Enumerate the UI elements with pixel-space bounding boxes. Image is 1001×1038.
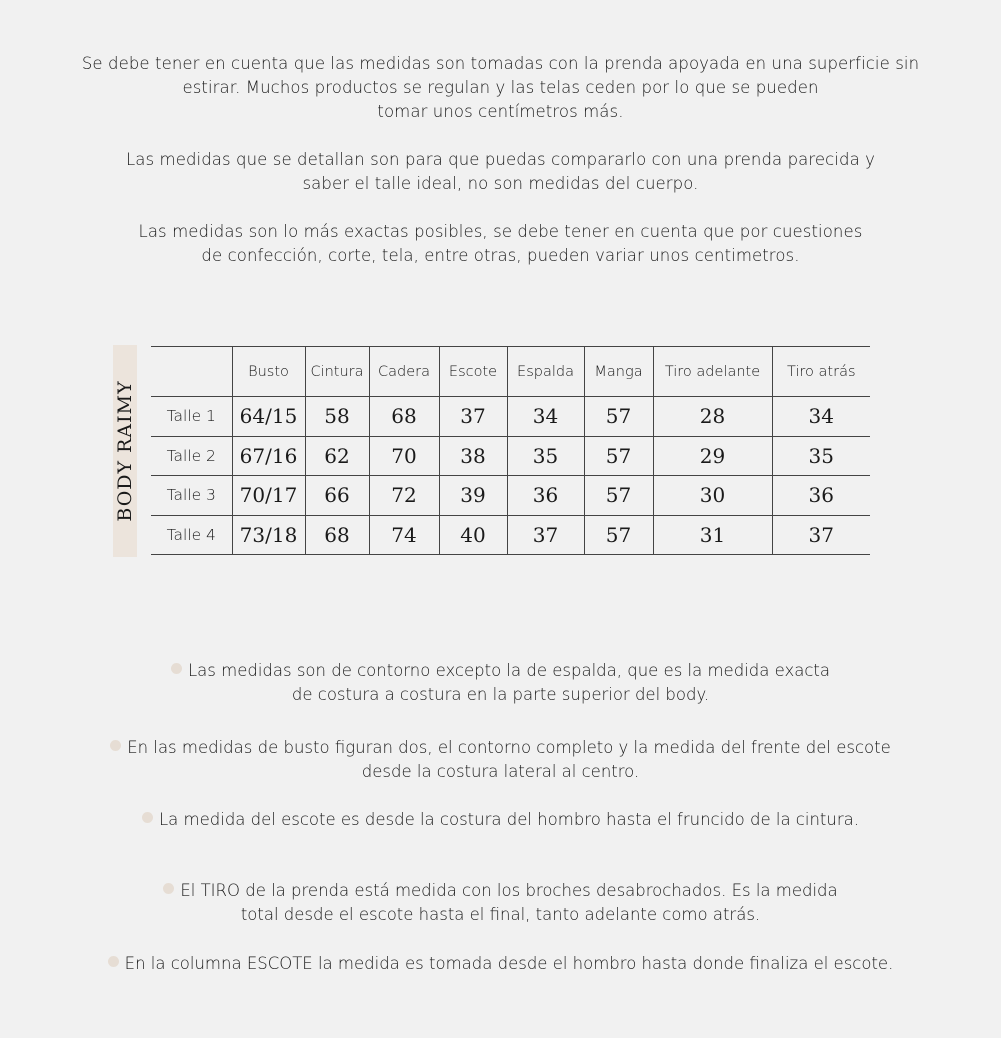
table-cell: 39 bbox=[439, 476, 507, 516]
table-cell: 38 bbox=[439, 436, 507, 476]
note-line: total desde el escote hasta el final, tanto adelante como atrás. bbox=[240, 905, 761, 924]
table-cell: 29 bbox=[653, 436, 772, 476]
table-cell: 68 bbox=[369, 397, 439, 437]
table-cell: 57 bbox=[584, 515, 653, 555]
size-label-cell: Talle 3 bbox=[166, 486, 216, 505]
note-item bbox=[0, 808, 1001, 832]
table-cell: 57 bbox=[584, 436, 653, 476]
note-text: En las medidas de busto figuran dos, el contorno completo y la medida del frente del escote bbox=[127, 738, 891, 757]
bullet-dot-icon bbox=[108, 956, 119, 967]
intro-line: saber el talle ideal, no son medidas del cuerpo. bbox=[302, 174, 699, 193]
table-cell: 31 bbox=[653, 515, 772, 555]
table-cell: 37 bbox=[507, 515, 584, 555]
table-cell: 34 bbox=[507, 397, 584, 437]
intro-paragraph-1 bbox=[0, 52, 1001, 124]
size-label-cell: Talle 4 bbox=[166, 525, 216, 544]
table-cell: 57 bbox=[584, 397, 653, 437]
header-cell: Manga bbox=[584, 347, 653, 397]
table-cell: 28 bbox=[653, 397, 772, 437]
note-line: desde la costura lateral al centro. bbox=[361, 762, 640, 781]
intro-line: tomar unos centímetros más. bbox=[377, 102, 624, 121]
table-cell: 64/15 bbox=[232, 397, 305, 437]
size-table bbox=[151, 346, 870, 555]
bullet-dot-icon bbox=[163, 883, 174, 894]
note-line: de costura a costura en la parte superior del body. bbox=[291, 685, 710, 704]
note-line bbox=[0, 659, 1001, 683]
table-cell: 74 bbox=[369, 515, 439, 555]
note-text: El TIRO de la prenda está medida con los broches desabrochados. Es la medida bbox=[180, 881, 838, 900]
table-cell: 30 bbox=[653, 476, 772, 516]
table-cell: 70/17 bbox=[232, 476, 305, 516]
table-cell: 40 bbox=[439, 515, 507, 555]
note-line bbox=[0, 808, 1001, 832]
table-row bbox=[151, 515, 870, 555]
table-cell: 37 bbox=[439, 397, 507, 437]
table-cell: 62 bbox=[305, 436, 369, 476]
table-cell: 35 bbox=[507, 436, 584, 476]
header-cell: Cadera bbox=[369, 347, 439, 397]
note-item bbox=[0, 659, 1001, 707]
intro-line: Las medidas son lo más exactas posibles, se debe tener en cuenta que por cuestiones bbox=[138, 222, 863, 241]
table-cell: 68 bbox=[305, 515, 369, 555]
intro-line: de confección, corte, tela, entre otras, pueden variar unos centimetros. bbox=[201, 246, 800, 265]
intro-paragraph-2 bbox=[0, 148, 1001, 196]
table-row bbox=[151, 397, 870, 437]
table-row bbox=[151, 436, 870, 476]
table-cell: 58 bbox=[305, 397, 369, 437]
table-cell: 66 bbox=[305, 476, 369, 516]
note-item bbox=[0, 736, 1001, 784]
header-cell: Tiro atrás bbox=[772, 347, 870, 397]
note-item bbox=[0, 879, 1001, 927]
header-cell: Tiro adelante bbox=[653, 347, 772, 397]
intro-line: Las medidas que se detallan son para que puedas compararlo con una prenda parecida y bbox=[125, 150, 876, 169]
header-cell: Busto bbox=[232, 347, 305, 397]
table-cell: 37 bbox=[772, 515, 870, 555]
table-cell: 36 bbox=[507, 476, 584, 516]
note-text: La medida del escote es desde la costura del hombro hasta el fruncido de la cintura. bbox=[158, 810, 859, 829]
table-cell: 67/16 bbox=[232, 436, 305, 476]
size-label-cell: Talle 1 bbox=[166, 407, 216, 426]
table-cell: 73/18 bbox=[232, 515, 305, 555]
table-cell: 36 bbox=[772, 476, 870, 516]
table-cell: 57 bbox=[584, 476, 653, 516]
header-cell: Espalda bbox=[507, 347, 584, 397]
table-cell: 34 bbox=[772, 397, 870, 437]
product-name-label bbox=[113, 345, 137, 557]
header-cell: Escote bbox=[439, 347, 507, 397]
bullet-dot-icon bbox=[110, 740, 121, 751]
table-cell: 35 bbox=[772, 436, 870, 476]
note-text: En la columna ESCOTE la medida es tomada desde el hombro hasta donde finaliza el escote. bbox=[124, 954, 894, 973]
header-cell bbox=[151, 347, 232, 397]
note-line bbox=[0, 736, 1001, 760]
note-item bbox=[0, 952, 1001, 976]
note-text: Las medidas son de contorno excepto la de espalda, que es la medida exacta bbox=[187, 661, 830, 680]
table-header-row bbox=[151, 347, 870, 397]
intro-line: estirar. Muchos productos se regulan y las telas ceden por lo que se pueden bbox=[182, 78, 819, 97]
size-label-cell: Talle 2 bbox=[166, 446, 216, 465]
table-cell: 72 bbox=[369, 476, 439, 516]
product-name: BODY RAIMY bbox=[114, 380, 136, 522]
intro-text bbox=[0, 52, 1001, 292]
table-cell: 70 bbox=[369, 436, 439, 476]
bullet-dot-icon bbox=[142, 812, 153, 823]
intro-paragraph-3 bbox=[0, 220, 1001, 268]
note-line bbox=[0, 879, 1001, 903]
bullet-dot-icon bbox=[171, 663, 182, 674]
table-row bbox=[151, 476, 870, 516]
intro-line: Se debe tener en cuenta que las medidas son tomadas con la prenda apoyada en una superficie sin bbox=[81, 54, 920, 73]
note-line bbox=[0, 952, 1001, 976]
header-cell: Cintura bbox=[305, 347, 369, 397]
